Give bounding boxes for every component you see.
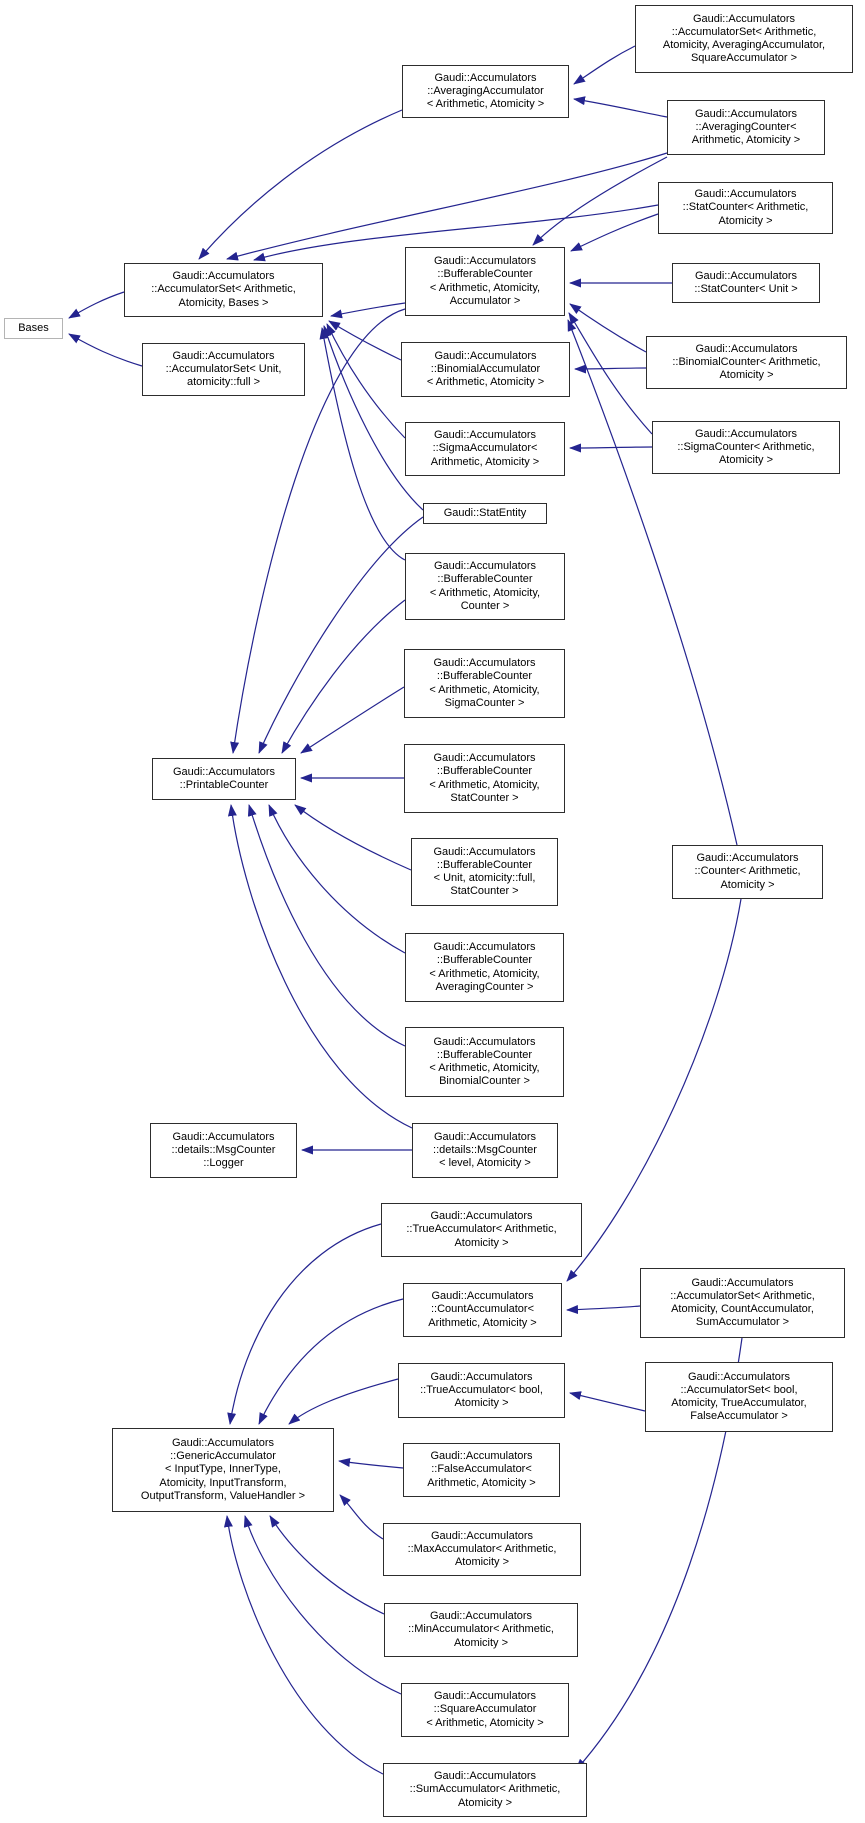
class-node-label-line: SquareAccumulator > [690,52,798,65]
class-node-label-line: ::StatCounter< Arithmetic, [682,201,809,214]
inheritance-edge-bufferable-counter-averagingcounter--to--printable-counter [269,805,405,953]
class-node-label-line: Atomicity, Bases > [178,296,269,309]
class-node-label-line: ::MaxAccumulator< Arithmetic, [407,1542,557,1555]
class-node-label-line: Gaudi::Accumulators [694,107,798,120]
class-node-label-line: Gaudi::Accumulators [429,1610,533,1623]
class-node-label-line: ::MinAccumulator< Arithmetic, [408,1623,554,1636]
class-node-label-line: Gaudi::Accumulators [430,1370,533,1383]
inheritance-edge-binomial-accumulator--to--accset-arithmetic-atomicity-bases [329,321,401,360]
class-node-label-line: ::AccumulatorSet< Unit, [165,362,282,375]
class-node-accset-arithmetic-atomicity-bases[interactable] [124,263,323,317]
class-node-label-line: ::PrintableCounter [179,779,269,791]
class-node-label-line: ::details::MsgCounter [433,1143,537,1156]
inheritance-edge-accset-arithmetic-atomicity-bases--to--bases [69,292,124,318]
class-node-label-line: ::CountAccumulator< [430,1303,535,1316]
class-node-label-line: ::BufferableCounter [437,573,533,586]
inheritance-edge-false-accumulator--to--generic-accumulator [339,1461,403,1468]
class-node-label-line: Atomicity > [718,214,773,227]
class-node-label-line: ::AveragingAccumulator [427,84,544,97]
class-node-label-line: < Arithmetic, Atomicity, [429,281,541,294]
class-node-accset-unit-atomicity-full[interactable] [142,343,305,396]
class-node-label-line: Gaudi::Accumulators [433,845,536,858]
class-node-label-line: ::StatCounter< Unit > [694,283,798,295]
class-node-label-line: ::SquareAccumulator [433,1703,537,1716]
inheritance-edge-max-accumulator--to--generic-accumulator [340,1495,383,1539]
inheritance-edge-averaging-counter--to--averaging-accumulator [574,99,667,117]
class-node-label-line: ::AccumulatorSet< Arithmetic, [151,283,296,296]
inheritance-edge-averaging-accumulator--to--accset-arithmetic-atomicity-bases [199,110,402,259]
class-node-label-line: ::BufferableCounter [437,268,533,281]
class-node-label-line: SumAccumulator > [695,1316,790,1329]
class-node-label-line: AveragingCounter > [435,980,534,993]
class-node-stat-counter-arithmetic-atomicity[interactable] [658,182,833,234]
class-node-msgcounter-logger[interactable] [150,1123,297,1178]
class-node-label-line: Gaudi::Accumulators [172,270,275,283]
class-node-label-line: Gaudi::Accumulators [434,71,537,84]
inheritance-edge-counter-arithmetic-atomicity--to--bufferable-counter-accumulator [568,320,737,845]
class-node-label-line: Gaudi::Accumulators [694,269,798,282]
class-node-label-line: Gaudi::Accumulators [696,852,799,865]
class-node-false-accumulator[interactable] [403,1443,560,1497]
class-node-label-line: Gaudi::Accumulators [434,349,537,362]
inheritance-edge-true-accumulator-bool--to--generic-accumulator [289,1379,398,1424]
class-node-label-line: ::BufferableCounter [436,1048,533,1061]
class-node-label-line: StatCounter > [450,791,519,804]
class-node-bufferable-counter-statcounter[interactable] [404,744,565,813]
class-node-label-line: Gaudi::Accumulators [687,1370,791,1383]
class-node-label-line: Gaudi::Accumulators [433,1770,537,1783]
class-node-label-line: Gaudi::Accumulators [433,1130,537,1143]
class-node-label-line: Gaudi::Accumulators [430,1450,533,1463]
class-node-binomial-accumulator[interactable] [401,342,570,397]
class-node-label-line: Gaudi::Accumulators [172,1130,275,1143]
class-node-min-accumulator[interactable] [384,1603,578,1657]
class-node-label-line: ::Counter< Arithmetic, [694,865,801,878]
class-node-label-line: Atomicity > [453,1636,509,1649]
class-node-label-line: ::SigmaAccumulator< [432,442,538,455]
class-node-label-line: Gaudi::Accumulators [695,342,798,355]
class-node-label-line: Atomicity > [719,369,774,382]
inheritance-edge-stat-counter-arithmetic-atomicity--to--bufferable-counter-accumulator [571,214,658,251]
inheritance-edge-accset-bool-trueaccumulator-falseaccumulator--to--true-accumulator-bool [570,1393,645,1411]
class-node-msgcounter-level-atomicity[interactable] [412,1123,558,1178]
class-node-label-line: < level, Atomicity > [439,1157,531,1170]
class-node-label-line: Gaudi::Accumulators [433,657,536,670]
inheritance-edge-accset-countaccumulator-sumaccumulator--to--count-accumulator [567,1306,640,1310]
class-node-label-line: ::AveragingCounter< [695,120,797,133]
class-node-label-line: ::BinomialCounter< Arithmetic, [672,355,821,368]
class-node-bases[interactable] [4,318,63,339]
class-node-label-line: Gaudi::Accumulators [433,752,536,765]
class-node-label-line: Gaudi::Accumulators [694,427,798,440]
class-node-label-line: Gaudi::StatEntity [443,506,527,519]
class-node-label-line: Gaudi::Accumulators [433,1690,537,1703]
class-node-label-line: ::BufferableCounter [436,954,533,967]
class-node-stat-entity[interactable] [423,503,547,524]
class-node-label-line: Atomicity > [720,878,775,891]
class-node-label-line: < Unit, atomicity::full, [433,872,536,884]
class-node-label-line: ::TrueAccumulator< bool, [420,1383,543,1396]
class-node-label-line: Gaudi::Accumulators [692,12,796,25]
class-node-label-line: < Arithmetic, Atomicity, [429,586,541,599]
class-node-label-line: ::AccumulatorSet< bool, [680,1383,798,1396]
class-node-label-line: ::GenericAccumulator [170,1450,276,1463]
class-node-label-line: atomicity::full > [186,376,261,389]
class-node-max-accumulator[interactable] [383,1523,581,1576]
class-node-label-line: ::BufferableCounter [436,670,533,683]
class-node-label-line: Atomicity > [454,1397,509,1410]
class-node-stat-counter-unit[interactable] [672,263,820,303]
class-node-label-line: < Arithmetic, Atomicity, [429,967,540,980]
class-node-binomial-counter[interactable] [646,336,847,389]
inheritance-edge-sigma-counter--to--sigma-accumulator [570,447,652,448]
class-node-label-line: Arithmetic, Atomicity > [430,455,540,468]
class-node-label-line: Arithmetic, Atomicity > [427,1476,536,1489]
class-node-label-line: < Arithmetic, Atomicity > [426,1716,544,1729]
class-node-label-line: ::TrueAccumulator< Arithmetic, [406,1223,557,1236]
class-node-label-line: ::FalseAccumulator< [431,1463,532,1476]
class-node-true-accumulator-arithmetic[interactable] [381,1203,582,1257]
class-node-label-line: StatCounter > [450,885,519,898]
inheritance-edge-square-accumulator--to--generic-accumulator [245,1516,401,1694]
class-node-label-line: ::AccumulatorSet< Arithmetic, [670,1289,815,1302]
inheritance-edge-sigma-accumulator--to--accset-arithmetic-atomicity-bases [327,324,405,438]
class-node-label-line: SigmaCounter > [444,696,525,709]
class-node-label-line: < Arithmetic, Atomicity, [429,683,540,696]
class-node-label-line: Gaudi::Accumulators [171,1436,275,1449]
class-node-label-line: Arithmetic, Atomicity > [691,134,801,147]
inheritance-edge-min-accumulator--to--generic-accumulator [270,1516,384,1614]
class-node-label-line: OutputTransform, ValueHandler > [140,1489,306,1502]
class-node-label-line: Bases [18,321,49,334]
class-node-accset-averagingaccumulator-squareaccumulator[interactable] [635,5,853,73]
class-node-generic-accumulator[interactable] [112,1428,334,1512]
class-node-sum-accumulator[interactable] [383,1763,587,1817]
inheritance-edge-binomial-counter--to--bufferable-counter-accumulator [570,304,646,352]
class-node-label-line: Gaudi::Accumulators [433,560,537,573]
class-node-label-line: < Arithmetic, Atomicity > [426,98,545,111]
class-node-label-line: ::Logger [203,1157,244,1170]
inheritance-edge-accset-averagingaccumulator-squareaccumulator--to--averaging-accumulator [574,46,635,84]
class-node-accset-bool-trueaccumulator-falseaccumulator[interactable] [645,1362,833,1432]
class-node-label-line: Atomicity > [454,1236,509,1249]
class-node-label-line: Atomicity, CountAccumulator, [671,1303,814,1315]
class-node-label-line: ::BufferableCounter [436,765,533,778]
inheritance-edge-bufferable-counter-counter--to--printable-counter [282,600,405,753]
class-node-label-line: ::SumAccumulator< Arithmetic, [409,1783,561,1796]
inheritance-edge-accset-unit-atomicity-full--to--bases [69,334,142,366]
class-node-bufferable-counter-binomialcounter[interactable] [405,1027,564,1097]
inheritance-edge-counter-arithmetic-atomicity--to--count-accumulator [567,899,741,1281]
inheritance-edge-bufferable-counter-binomialcounter--to--printable-counter [249,805,405,1046]
inheritance-edge-bufferable-counter-counter--to--accset-arithmetic-atomicity-bases [322,328,405,560]
class-node-label-line: Arithmetic, Atomicity > [428,1316,537,1329]
class-node-sigma-counter[interactable] [652,421,840,474]
class-node-label-line: < Arithmetic, Atomicity, [429,1062,540,1074]
class-node-sigma-accumulator[interactable] [405,422,565,476]
class-node-label-line: ::SigmaCounter< Arithmetic, [677,440,815,453]
class-node-label-line: Gaudi::Accumulators [433,1035,536,1048]
class-node-label-line: Gaudi::Accumulators [694,188,797,201]
class-node-label-line: < Arithmetic, Atomicity, [429,778,540,791]
class-node-label-line: ::details::MsgCounter [171,1143,276,1156]
class-node-label-line: < Arithmetic, Atomicity > [426,376,545,389]
class-node-count-accumulator[interactable] [403,1283,562,1337]
class-node-label-line: Counter > [460,599,510,612]
class-node-bufferable-counter-sigmacounter[interactable] [404,649,565,718]
class-node-label-line: < InputType, InnerType, [165,1463,281,1476]
class-node-label-line: Gaudi::Accumulators [172,765,276,778]
class-node-counter-arithmetic-atomicity[interactable] [672,845,823,899]
class-node-label-line: Atomicity > [457,1796,513,1809]
class-node-bufferable-counter-counter[interactable] [405,553,565,620]
class-node-label-line: Gaudi::Accumulators [433,941,536,954]
class-node-label-line: Gaudi::Accumulators [433,255,537,268]
inheritance-edge-count-accumulator--to--generic-accumulator [259,1299,403,1424]
class-node-label-line: FalseAccumulator > [690,1410,788,1423]
class-node-label-line: Atomicity > [454,1556,510,1569]
inheritance-edge-stat-entity--to--printable-counter [259,517,423,753]
inheritance-edge-true-accumulator-arithmetic--to--generic-accumulator [230,1224,381,1424]
class-node-label-line: Gaudi::Accumulators [431,1290,534,1303]
class-node-printable-counter[interactable] [152,758,296,800]
class-node-label-line: Gaudi::Accumulators [430,1210,533,1223]
inheritance-edge-averaging-counter--to--bufferable-counter-accumulator [533,157,667,245]
class-node-label-line: Gaudi::Accumulators [430,1529,534,1542]
class-node-label-line: Atomicity, TrueAccumulator, [671,1397,807,1409]
class-node-label-line: ::AccumulatorSet< Arithmetic, [671,25,817,38]
class-node-bufferable-counter-unit-statcounter[interactable] [411,838,558,906]
class-node-square-accumulator[interactable] [401,1683,569,1737]
inheritance-edge-binomial-counter--to--binomial-accumulator [575,368,646,369]
class-node-label-line: ::BufferableCounter [436,858,533,871]
class-node-label-line: Atomicity > [718,454,774,467]
class-node-bufferable-counter-averagingcounter[interactable] [405,933,564,1002]
inheritance-edge-averaging-counter--to--accset-arithmetic-atomicity-bases [227,153,667,259]
class-node-label-line: Accumulator > [449,294,521,307]
class-node-label-line: BinomialCounter > [439,1075,530,1088]
class-node-label-line: Gaudi::Accumulators [691,1276,794,1289]
class-node-label-line: ::BinomialAccumulator [430,362,541,375]
class-node-averaging-counter[interactable] [667,100,825,155]
class-node-true-accumulator-bool[interactable] [398,1363,565,1418]
inheritance-edge-bufferable-counter-unit-statcounter--to--printable-counter [295,805,411,870]
class-node-label-line: Gaudi::Accumulators [172,349,275,362]
class-node-label-line: Atomicity, InputTransform, [159,1476,287,1489]
class-node-averaging-accumulator[interactable] [402,65,569,118]
class-node-bufferable-counter-accumulator[interactable] [405,247,565,316]
class-node-label-line: Atomicity, AveragingAccumulator, [662,39,826,51]
inheritance-edge-sum-accumulator--to--generic-accumulator [227,1516,383,1774]
class-node-accset-countaccumulator-sumaccumulator[interactable] [640,1268,845,1338]
class-node-label-line: Gaudi::Accumulators [433,429,537,442]
